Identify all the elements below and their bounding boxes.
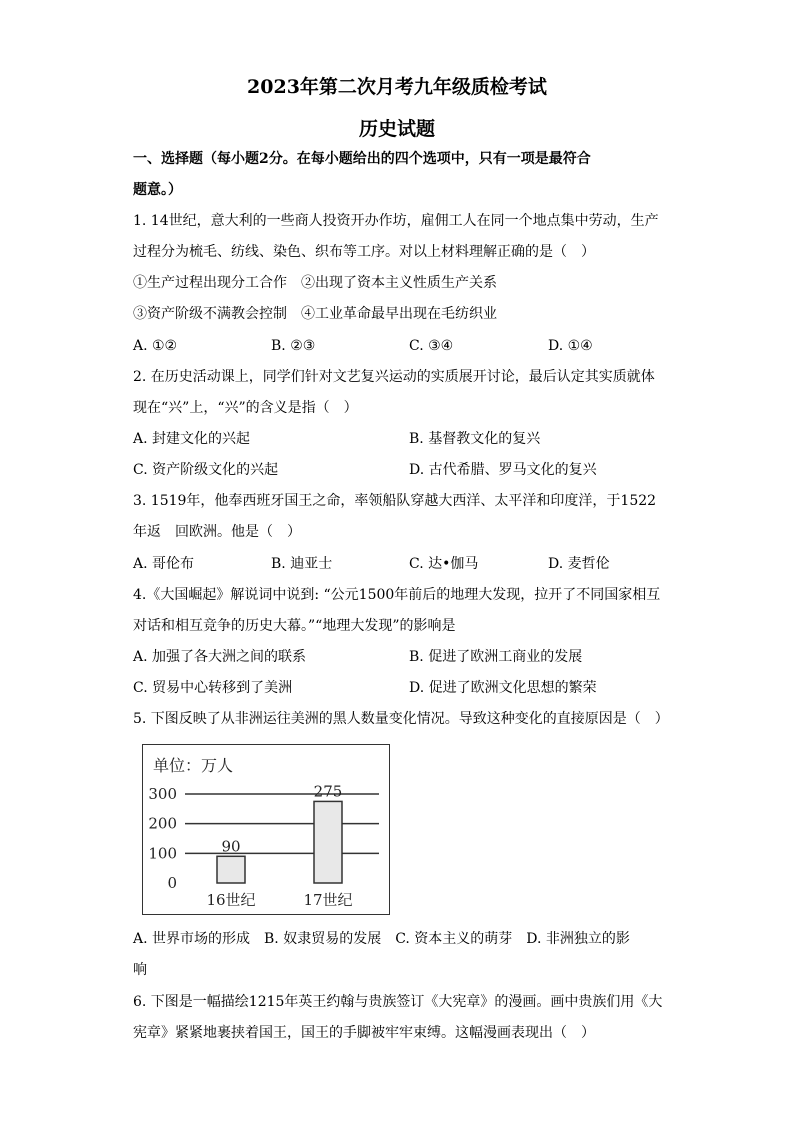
q2-option-b: B. 基督教文化的复兴 bbox=[409, 431, 541, 447]
q4-option-c: C. 贸易中心转移到了美洲 bbox=[133, 680, 293, 696]
chart-data-label: 90 bbox=[221, 837, 241, 856]
q1-statement-line2: ③资产阶级不满教会控制 ④工业革命最早出现在毛纺织业 bbox=[133, 306, 497, 322]
q1-option-b: B. ②③ bbox=[271, 338, 316, 354]
chart-ytick-label: 200 bbox=[148, 814, 177, 833]
chart-data-label: 275 bbox=[313, 782, 343, 801]
q1-stem-line2: 过程分为梳毛、纺线、染色、织布等工序。对以上材料理解正确的是（ ） bbox=[133, 244, 595, 260]
q1-option-c: C. ③④ bbox=[409, 338, 454, 354]
chart-category-label: 16世纪 bbox=[206, 891, 256, 909]
q1-statement-line1: ①生产过程出现分工合作 ②出现了资本主义性质生产关系 bbox=[133, 275, 497, 291]
q5-options-line2: 响 bbox=[133, 962, 147, 978]
exam-subtitle: 历史试题 bbox=[358, 118, 435, 140]
chart-category-label: 17世纪 bbox=[303, 891, 353, 909]
q6-stem-line1: 6. 下图是一幅描绘1215年英王约翰与贵族签订《大宪章》的漫画。画中贵族们用《大 bbox=[133, 994, 663, 1010]
q3-option-c: C. 达•伽马 bbox=[409, 556, 479, 572]
slave-trade-chart bbox=[142, 744, 390, 915]
q4-option-b: B. 促进了欧洲工商业的发展 bbox=[409, 649, 583, 665]
q2-option-a: A. 封建文化的兴起 bbox=[133, 431, 251, 447]
exam-title: 2023年第二次月考九年级质检考试 bbox=[247, 76, 547, 98]
chart-bar bbox=[314, 801, 342, 883]
q3-option-a: A. 哥伦布 bbox=[133, 556, 195, 572]
chart-ytick-label: 0 bbox=[167, 874, 177, 892]
q4-stem-line2: 对话和相互竞争的历史大幕。”“地理大发现”的影响是 bbox=[133, 618, 456, 634]
q5-options-line1: A. 世界市场的形成 B. 奴隶贸易的发展 C. 资本主义的萌芽 D. 非洲独立的影 bbox=[133, 931, 630, 947]
section-heading-line2: 题意。） bbox=[133, 182, 182, 198]
chart-ytick-label: 300 bbox=[148, 785, 177, 803]
q6-stem-line2: 宪章》紧紧地裹挟着国王，国王的手脚被牢牢束缚。这幅漫画表现出（ ） bbox=[133, 1025, 595, 1041]
q3-stem-line1: 3. 1519年，他奉西班牙国王之命，率领船队穿越大西洋、太平洋和印度洋，于1522 bbox=[133, 493, 657, 509]
q1-option-a: A. ①② bbox=[133, 338, 178, 354]
q2-option-d: D. 古代希腊、罗马文化的复兴 bbox=[409, 462, 597, 478]
chart-unit-label: 单位：万人 bbox=[153, 756, 234, 775]
q3-option-d: D. 麦哲伦 bbox=[548, 556, 610, 572]
q2-stem-line1: 2. 在历史活动课上，同学们针对文艺复兴运动的实质展开讨论，最后认定其实质就体 bbox=[133, 369, 655, 385]
q4-stem-line1: 4.《大国崛起》解说词中说到: “公元1500年前后的地理大发现，拉开了不同国家相互 bbox=[133, 587, 661, 603]
q4-option-d: D. 促进了欧洲文化思想的繁荣 bbox=[409, 680, 597, 696]
q2-option-c: C. 资产阶级文化的兴起 bbox=[133, 462, 279, 478]
q4-option-a: A. 加强了各大洲之间的联系 bbox=[133, 649, 307, 665]
section-heading-line1: 一、选择题（每小题2分。在每小题给出的四个选项中，只有一项是最符合 bbox=[133, 151, 591, 167]
q2-stem-line2: 现在“兴”上，“兴”的含义是指（ ） bbox=[133, 400, 358, 416]
chart-ytick-label: 100 bbox=[148, 844, 177, 863]
chart-svg bbox=[143, 745, 388, 913]
q3-option-b: B. 迪亚士 bbox=[271, 556, 333, 572]
q1-stem-line1: 1. 14世纪，意大利的一些商人投资开办作坊，雇佣工人在同一个地点集中劳动，生产 bbox=[133, 213, 659, 229]
q3-stem-line2: 年返 回欧洲。他是（ ） bbox=[133, 524, 301, 540]
chart-bar bbox=[217, 856, 245, 883]
q5-stem-line1: 5. 下图反映了从非洲运往美洲的黑人数量变化情况。导致这种变化的直接原因是（ ） bbox=[133, 711, 669, 727]
q1-option-d: D. ①④ bbox=[548, 338, 593, 354]
